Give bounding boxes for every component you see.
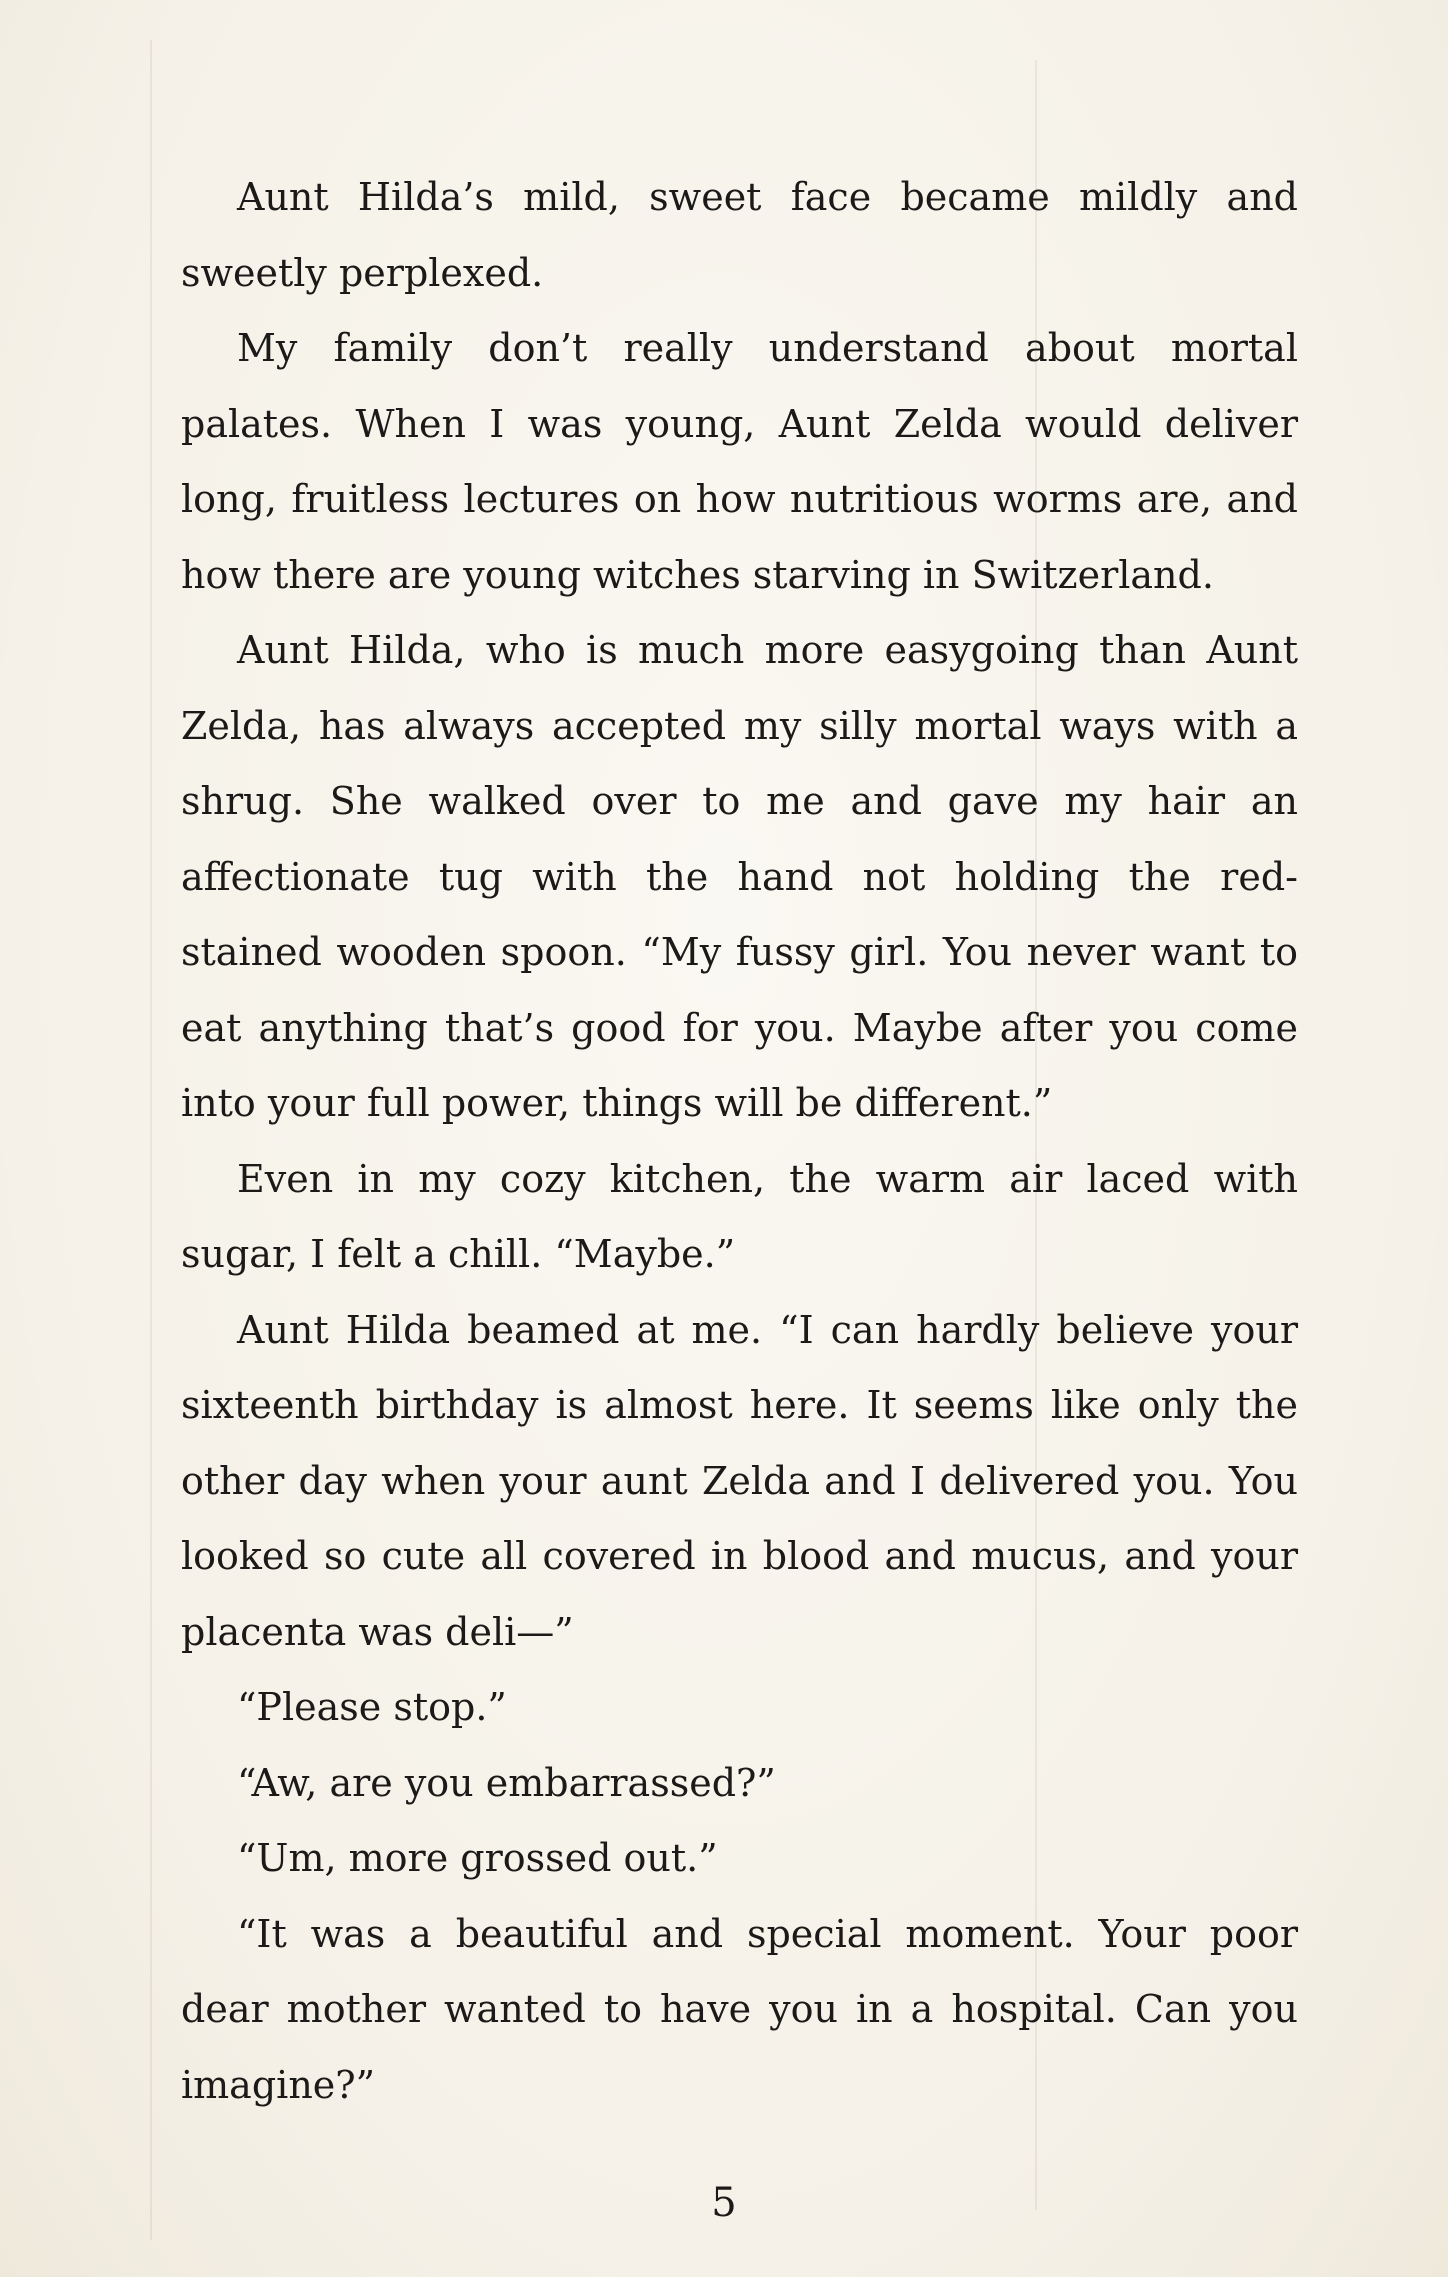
paragraph: Even in my cozy kitchen, the warm air laced with sugar, I felt a chill. “Maybe.” bbox=[181, 1156, 1298, 1276]
page-crease bbox=[150, 40, 152, 2240]
paragraph: Aunt Hilda beamed at me. “I can hardly believe your sixteenth birthday is almost here. It seems like only the other day when your aunt Zelda and I delivered you. You looked so cute all covered in blood and mucus, and your placenta was deli—” bbox=[181, 1307, 1298, 1654]
paragraph: “Please stop.” bbox=[237, 1685, 507, 1729]
paragraph: Aunt Hilda, who is much more easygoing than Aunt Zelda, has always accepted my silly mortal ways with a shrug. She walked over to me and gave my hair an affectionate tug with the hand not holding the red-stained wooden spoon. “My fussy girl. You never want to eat anything that’s good for you. Maybe after you come into your full power, things will be different.” bbox=[181, 628, 1298, 1125]
body-text bbox=[181, 160, 1298, 2123]
paragraph: Aunt Hilda’s mild, sweet face became mildly and sweetly perplexed. bbox=[181, 175, 1298, 295]
paragraph: My family don’t really understand about mortal palates. When I was young, Aunt Zelda would deliver long, fruitless lectures on how nutritious worms are, and how there are young witches starving in Switzerland. bbox=[181, 326, 1298, 597]
paragraph: “Um, more grossed out.” bbox=[237, 1836, 718, 1880]
page-number: 5 bbox=[711, 2180, 737, 2226]
paragraph: “It was a beautiful and special moment. Your poor dear mother wanted to have you in a hospital. Can you imagine?” bbox=[181, 1911, 1298, 2107]
paragraph: “Aw, are you embarrassed?” bbox=[237, 1760, 776, 1805]
